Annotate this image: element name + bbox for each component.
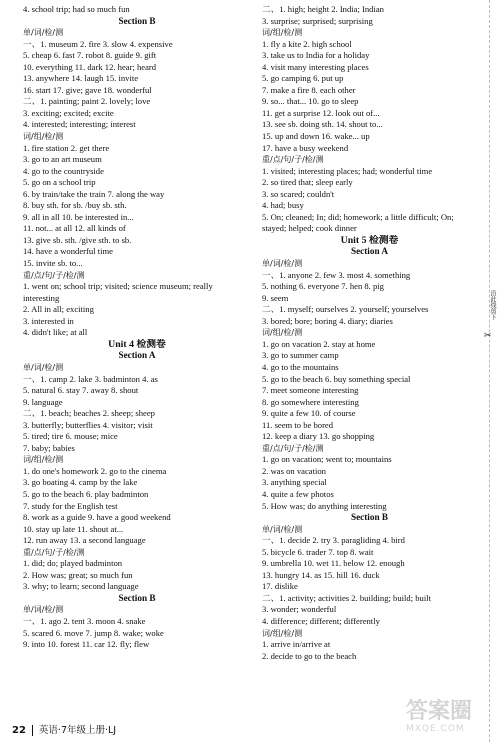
answer-line: 7. meet someone interesting [262,385,359,396]
answer-line: 一、1. anyone 2. few 3. most 4. something [262,269,411,280]
answer-line: 3. bored; bore; boring 4. diary; diaries [262,315,393,326]
section-heading: Section A [118,350,156,361]
answer-line: 1. visited; interesting places; had; wonderful time [262,165,433,176]
answer-line: 13. see sb. doing sth. 14. shout to... [262,119,383,130]
answer-line: 5. cheap 6. fast 7. robot 8. guide 9. gift [23,50,157,61]
answer-line: 3. so scared; couldn't [262,188,335,199]
answer-column-left [23,4,251,651]
answer-line: 4. had; busy [262,200,304,211]
answer-line: 1. went on; school trip; visited; science museum; really interesting [23,281,213,303]
answer-line: 5. scared 6. move 7. jump 8. wake; woke [23,627,164,638]
answer-line: 13. hungry 14. as 15. hill 16. duck [262,569,380,580]
exercise-heading: 重/点/句/子/检/测 [262,155,324,165]
answer-line: 5. tired; tire 6. mouse; mice [23,431,118,442]
answer-line: 5. go to the beach 6. buy something special [262,373,411,384]
page-footer [12,722,116,736]
answer-line: 3. why; to learn; second language [23,581,139,592]
answer-line: 2. so tired that; sleep early [262,177,353,188]
answer-line: 12. keep a diary 13. go shopping [262,431,375,442]
answer-line: 5. go on a school trip [23,177,96,188]
unit-heading: Unit 4 检测卷 [108,338,166,350]
answer-line: 9. into 10. forest 11. car 12. fly; flew [23,639,150,650]
exercise-heading: 词/组/检/测 [262,28,303,38]
answer-line: 4. visit many interesting places [262,61,369,72]
section-heading: Section B [350,512,388,523]
answer-line: 17. have a busy weekend [262,142,349,153]
answer-line: 3. wonder; wonderful [262,604,337,615]
answer-line: 9. seem [262,292,289,303]
answer-line: 5. On; cleaned; In; did; homework; a little difficult; On; stayed; helped; cook dinner [262,211,454,234]
answer-line: 一、1. museum 2. fire 3. slow 4. expensive [23,38,173,49]
answer-line: 4. interested; interesting; interest [23,119,136,130]
answer-line: 9. umbrella 10. wet 11. below 12. enough [262,558,405,569]
section-heading: Section B [118,592,156,603]
answer-line: 1. did; do; played badminton [23,558,123,569]
watermark-logo [406,700,496,740]
answer-line: 3. go boating 4. camp by the lake [23,477,138,488]
page-number: 22 [12,725,26,736]
answer-line: 二、1. beach; beaches 2. sheep; sheep [23,408,155,419]
answer-line: 4. go to the countryside [23,165,104,176]
exercise-heading: 重/点/句/子/检/测 [23,547,85,557]
answer-line: 16. start 17. give; gave 18. wonderful [23,84,152,95]
answer-line: 7. baby; babies [23,442,75,453]
answer-line: 15. up and down 16. wake... up [262,131,370,142]
answer-line: 5. natural 6. stay 7. away 8. shout [23,385,139,396]
answer-line: 5. How was; do anything interesting [262,500,387,511]
answer-line: 2. All in all; exciting [23,304,94,315]
answer-line: 2. decide to go to the beach [262,650,357,661]
answer-line: 9. quite a few 10. of course [262,408,356,419]
answer-line: 11. get a surprise 12. look out of... [262,107,380,118]
answer-line: 3. butterfly; butterflies 4. visitor; visit [23,419,153,430]
exercise-heading: 单/词/检/测 [262,524,303,534]
answer-line: 5. nothing 6. everyone 7. hen 8. pig [262,281,384,292]
answer-line: 17. dislike [262,581,298,592]
answer-line: 4. difference; different; differently [262,615,380,626]
answer-line: 4. go to the mountains [262,361,339,372]
exercise-heading: 单/词/检/测 [262,259,303,269]
answer-line: 8. go somewhere interesting [262,396,359,407]
watermark-text: 答案圈 [406,699,473,724]
answer-column-right [262,4,477,662]
answer-line: 二、1. painting; paint 2. lovely; love [23,96,151,107]
exercise-heading: 词/组/检/测 [262,328,303,338]
answer-line: 9. all in all 10. be interested in... [23,211,134,222]
answer-line: 1. fly a kite 2. high school [262,38,352,49]
answer-line: 3. anything special [262,477,327,488]
answer-line: 3. take us to India for a holiday [262,50,370,61]
answer-line: 13. give sb. sth. /give sth. to sb. [23,234,132,245]
answer-line: 二、1. myself; ourselves 2. yourself; yourselves [262,304,429,315]
exercise-heading: 词/组/检/测 [23,455,64,465]
footer-divider [32,725,33,736]
cut-here-label: 沿此线剪下 [489,290,496,320]
section-heading: Section A [350,246,388,257]
answer-line: 7. study for the English test [23,500,118,511]
exercise-heading: 单/词/检/测 [23,362,64,372]
answer-line: 15. invite sb. to... [23,258,83,269]
answer-line: 9. language [23,396,63,407]
exercise-heading: 单/词/检/测 [23,605,64,615]
watermark-url: MXQE.COM [406,724,465,734]
answer-line: 一、1. decide 2. try 3. paragliding 4. bird [262,535,405,546]
answer-line: 8. buy sth. for sb. /buy sb. sth. [23,200,127,211]
scissors-icon: ✂ [484,330,492,340]
answer-line: 二、1. high; height 2. India; Indian [262,4,384,14]
answer-line: 1. do one's homework 2. go to the cinema [23,465,167,476]
answer-line: 12. run away 13. a second language [23,535,146,546]
answer-line: 二、1. activity; activities 2. building; build; built [262,592,431,603]
section-heading: Section B [118,15,156,26]
answer-line: 13. anywhere 14. laugh 15. invite [23,73,139,84]
answer-line: 1. arrive in/arrive at [262,639,331,650]
exercise-heading: 重/点/句/子/检/测 [262,443,324,453]
answer-line: 一、1. ago 2. tent 3. moon 4. snake [23,615,146,626]
answer-line: 1. go on vacation 2. stay at home [262,338,376,349]
answer-line: 10. everything 11. dark 12. hear; heard [23,61,157,72]
answer-line: 2. was on vacation [262,465,326,476]
answer-line: 8. work as a guide 9. have a good weekend [23,512,171,523]
answer-line: 4. quite a few photos [262,488,334,499]
answer-line: 14. have a wonderful time [23,246,113,257]
answer-line: 2. How was; great; so much fun [23,569,133,580]
answer-line: 5. bicycle 6. trader 7. top 8. wait [262,546,374,557]
exercise-heading: 词/组/检/测 [262,628,303,638]
answer-line: 3. go to summer camp [262,350,339,361]
exercise-heading: 重/点/句/子/检/测 [23,270,85,280]
answer-line: 5. go camping 6. put up [262,73,344,84]
answer-line: 3. exciting; excited; excite [23,107,114,118]
answer-line: 3. interested in [23,315,74,326]
answer-line: 5. go to the beach 6. play badminton [23,488,149,499]
answer-line: 11. seem to be bored [262,419,334,430]
answer-line: 4. school trip; had so much fun [23,4,130,14]
answer-line: 10. stay up late 11. shout at... [23,523,124,534]
answer-line: 1. fire station 2. get there [23,142,110,153]
cut-line [489,0,490,742]
answer-line: 3. surprise; surprised; surprising [262,15,373,26]
exercise-heading: 词/组/检/测 [23,132,64,142]
answer-line: 11. not... at all 12. all kinds of [23,223,126,234]
unit-heading: Unit 5 检测卷 [340,234,399,246]
book-title: 英语·7年级上册·LJ [38,725,117,736]
answer-line: 6. by train/take the train 7. along the way [23,188,165,199]
answer-line: 7. make a fire 8. each other [262,84,356,95]
answer-line: 1. go on vacation; went to; mountains [262,454,392,465]
answer-line: 3. go to an art museum [23,154,102,165]
answer-line: 4. didn't like; at all [23,327,88,338]
exercise-heading: 单/词/检/测 [23,28,64,38]
answer-line: 9. so... that... 10. go to sleep [262,96,359,107]
answer-line: 一、1. camp 2. lake 3. badminton 4. as [23,373,158,384]
